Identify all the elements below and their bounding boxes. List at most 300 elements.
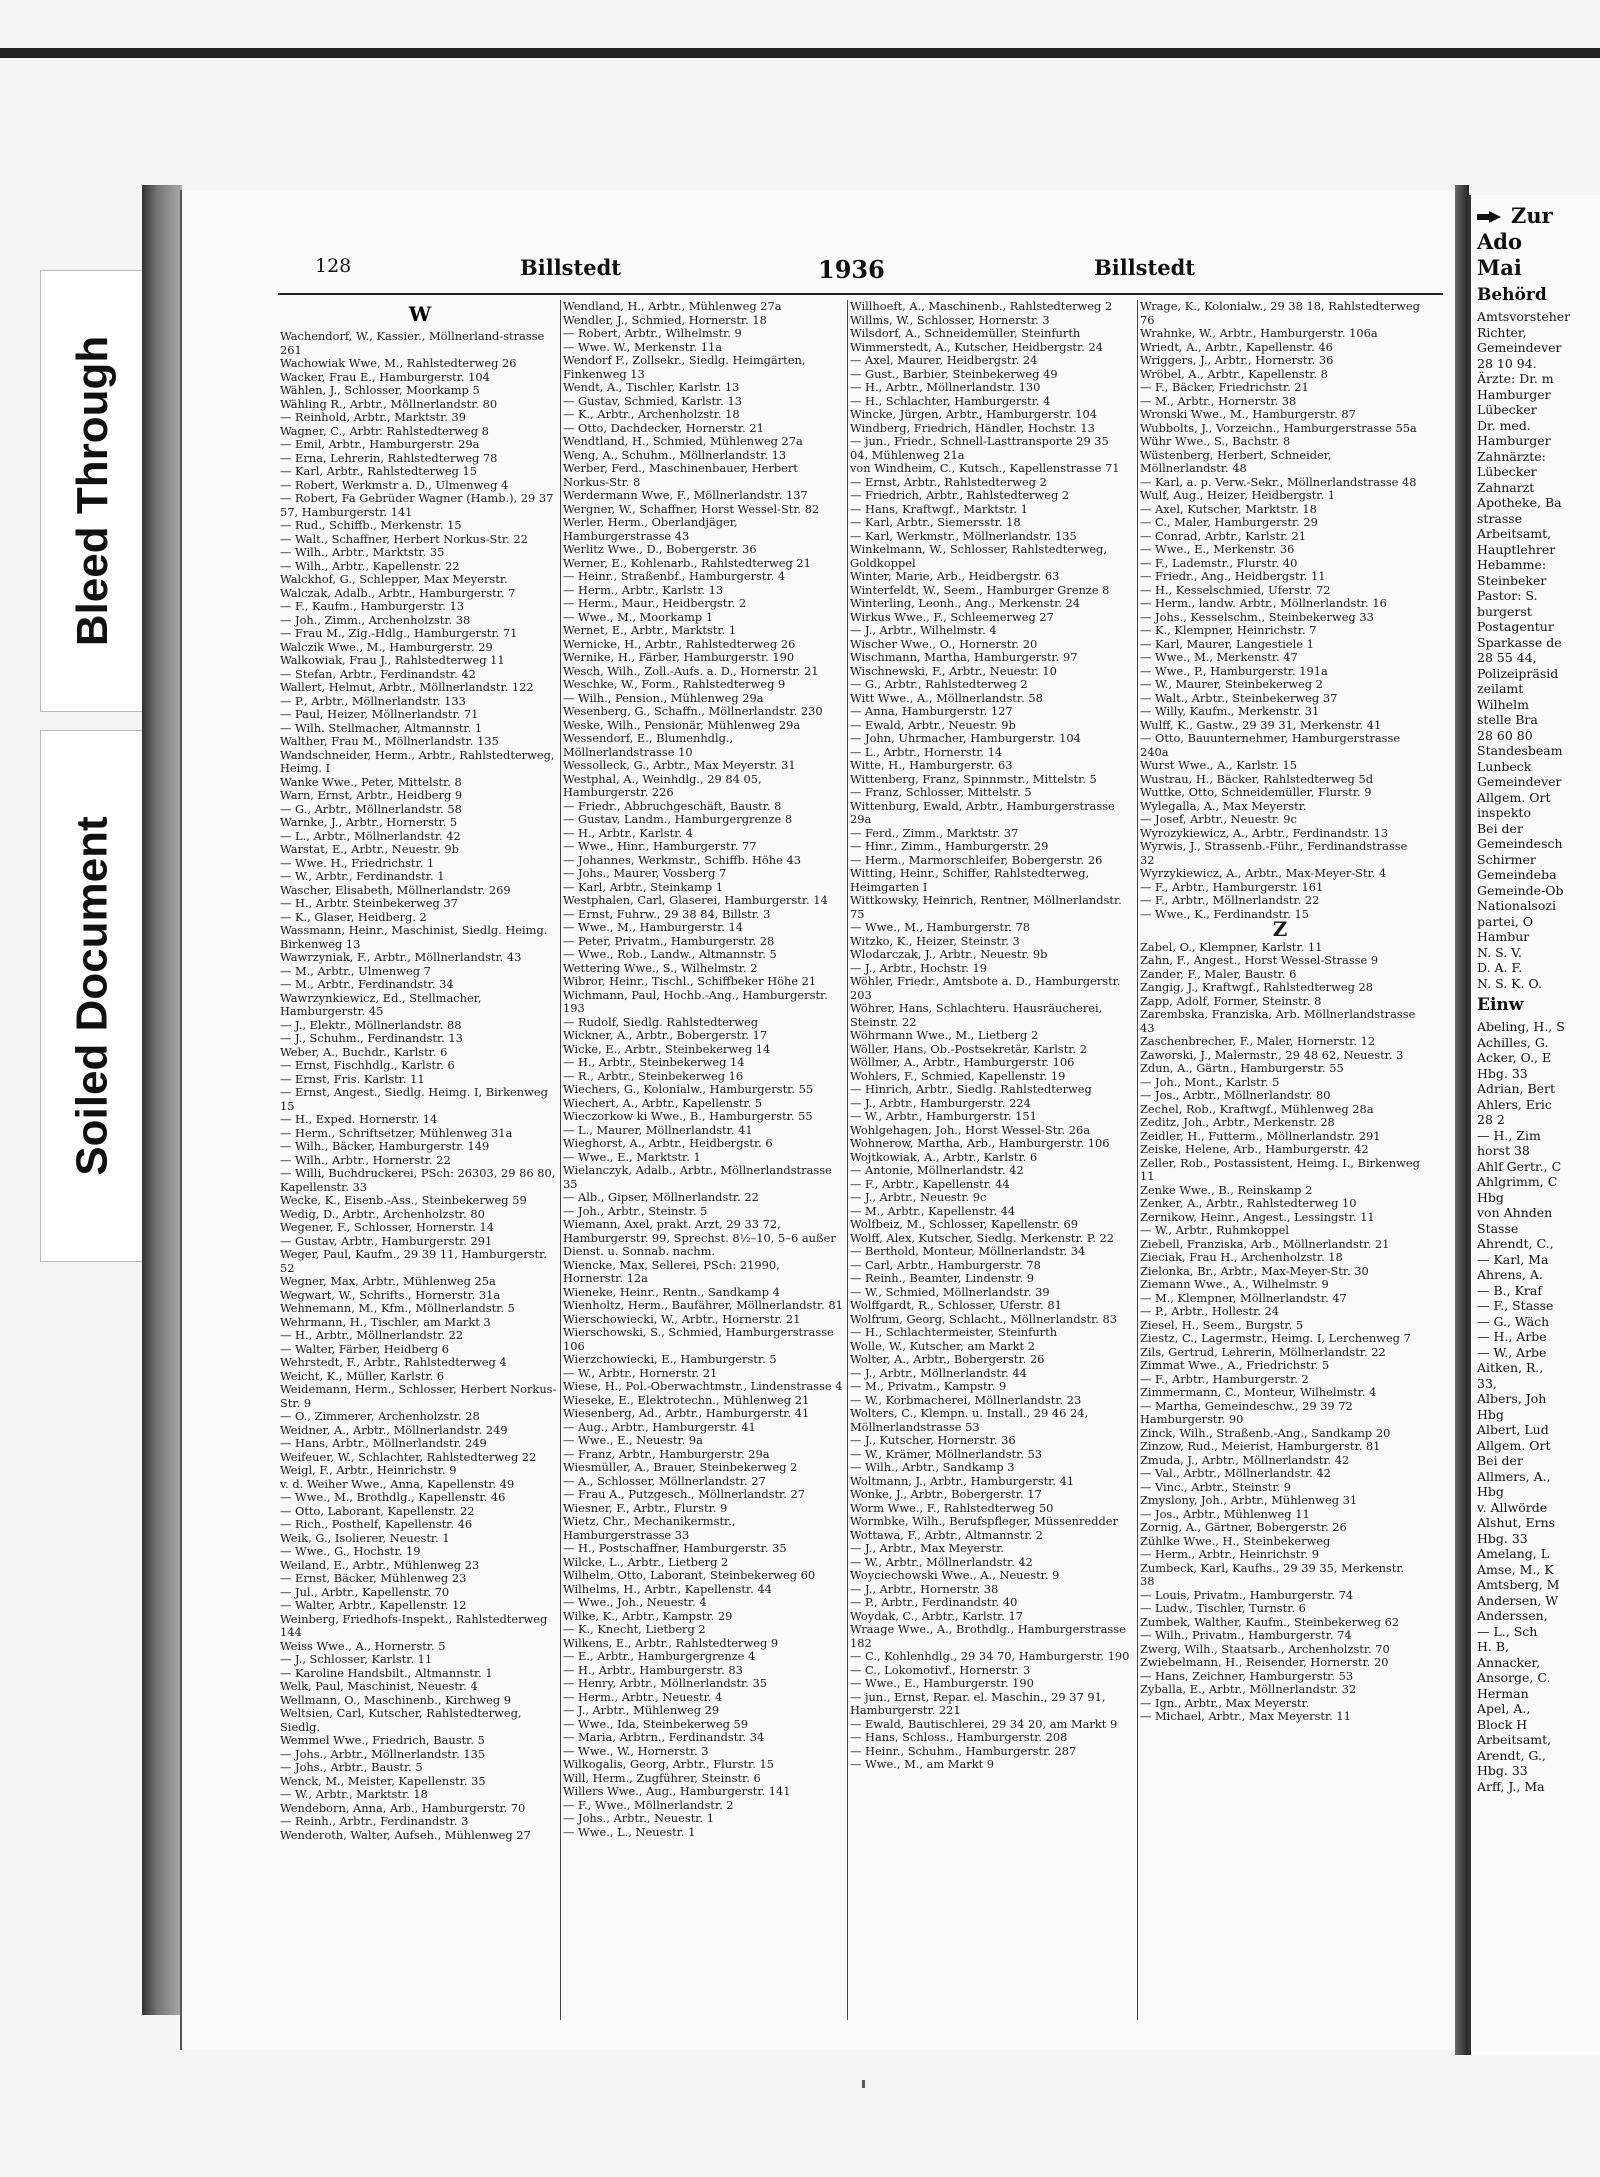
directory-entry: Wandschneider, Herm., Arbtr., Rahlstedterweg, Heimg. I (280, 747, 555, 775)
directory-entry: Ziemann Wwe., A., Wilhelmstr. 9 (1140, 1277, 1329, 1291)
facing-page-line: Lunbeck (1477, 758, 1532, 774)
facing-page-line: — W., Arbe (1477, 1344, 1547, 1360)
directory-entry: Wendeborn, Anna, Arb., Hamburgerstr. 70 (280, 1800, 526, 1815)
directory-entry: Wöllmer, A., Arbtr., Hamburgerstr. 106 (850, 1055, 1075, 1069)
directory-entry: — Walter, Färber, Heidberg 6 (280, 1341, 449, 1356)
directory-entry: — Wwe., E., Hamburgerstr. 190 (850, 1676, 1034, 1690)
directory-entry: Wilsdorf, A., Schneidemüller, Steinfurth (850, 326, 1081, 340)
section-letter: Z (1272, 917, 1288, 941)
directory-entry: Zyballa, E., Arbtr., Möllnerlandstr. 32 (1140, 1682, 1357, 1696)
directory-entry: — Ign., Arbtr., Max Meyerstr. (1140, 1695, 1310, 1710)
directory-entry: — M., Klempner, Möllnerlandstr. 47 (1140, 1290, 1347, 1305)
directory-entry: — Herm., Arbtr., Karlstr. 13 (563, 582, 724, 597)
bleed-through-label: Bleed Through (68, 335, 117, 647)
directory-entry: — Reinh., Arbtr., Ferdinandstr. 3 (280, 1814, 469, 1828)
facing-page-line: Postagentur (1477, 619, 1554, 634)
directory-entry: — Peter, Privatm., Hamburgerstr. 28 (563, 933, 775, 948)
directory-entry: Weiss Wwe., A., Hornerstr. 5 (280, 1638, 446, 1653)
directory-entry: — Maria, Arbtrn., Ferdinandstr. 34 (563, 1730, 765, 1744)
directory-entry: Wilcke, L., Arbtr., Lietberg 2 (563, 1554, 729, 1569)
directory-entry: Zumbek, Walther, Kaufm., Steinbekerweg 62 (1140, 1614, 1400, 1629)
directory-entry: Witzko, K., Heizer, Steinstr. 3 (850, 933, 1020, 948)
directory-entry: Zabel, O., Klempner, Karlstr. 11 (1140, 939, 1323, 954)
directory-entry: Winterling, Leonh., Ang., Merkenstr. 24 (850, 596, 1080, 610)
column-divider (847, 300, 848, 2020)
directory-entry: — H., Arbtr., Möllnerlandstr. 22 (280, 1328, 464, 1342)
directory-entry: — jun., Ernst, Repar. el. Maschin., 29 37 91, Hamburgerstr. 221 (850, 1689, 1106, 1717)
facing-page-line: 28 10 94. (1477, 355, 1537, 371)
directory-entry: Zeidler, H., Futterm., Möllnerlandstr. 291 (1140, 1128, 1381, 1143)
directory-entry: — Paul, Heizer, Möllnerlandstr. 71 (280, 707, 479, 721)
directory-entry: — Wwe., Joh., Neuestr. 4 (563, 1595, 707, 1609)
facing-page-heading: Zur (1511, 203, 1553, 228)
directory-entry: — W., Arbtr., Ferdinandstr. 1 (280, 869, 445, 883)
directory-entry: — Rich., Posthelf, Kapellenstr. 46 (280, 1517, 473, 1531)
directory-entry: Wallert, Helmut, Arbtr., Möllnerlandstr. 122 (280, 680, 534, 694)
directory-entry: — H., Arbtr., Hamburgerstr. 83 (563, 1662, 743, 1677)
directory-entry: — M., Privatm., Kampstr. 9 (850, 1379, 1007, 1393)
directory-entry: — Otto, Dachdecker, Hornerstr. 21 (563, 420, 764, 435)
directory-entry: Wröbel, A., Arbtr., Kapellenstr. 8 (1140, 366, 1328, 381)
column-divider (1137, 300, 1138, 2020)
directory-entry: — Martha, Gemeindeschw., 29 39 72 Hamburgerstr. 90 (1140, 1398, 1353, 1426)
directory-entry: Wulf, Aug., Heizer, Heidbergstr. 1 (1140, 488, 1335, 502)
facing-page-line: inspekto (1477, 805, 1531, 820)
directory-entry: — K., Knecht, Lietberg 2 (563, 1622, 706, 1636)
directory-entry: Wormbke, Wilh., Berufspfleger, Müssenredder (850, 1514, 1118, 1528)
directory-entry: — J., Arbtr., Mühlenweg 29 (563, 1703, 720, 1717)
directory-entry: Zeller, Rob., Postassistent, Heimg. I., Birkenweg 11 (1140, 1155, 1420, 1183)
directory-entry: Wernicke, H., Arbtr., Rahlstedterweg 26 (563, 636, 796, 651)
directory-entry: Wurst Wwe., A., Karlstr. 15 (1140, 758, 1297, 772)
bleed-through-tag (40, 270, 146, 712)
directory-entry: Willhoeft, A., Maschinenb., Rahlstedterweg 2 (850, 300, 1113, 313)
directory-entry: — P., Arbtr., Hollestr. 24 (1140, 1304, 1279, 1318)
directory-entry: — F., Arbtr., Hamburgerstr. 2 (1140, 1371, 1309, 1386)
directory-entry: Zander, F., Maler, Baustr. 6 (1140, 966, 1297, 981)
directory-entry: — W., Arbtr., Ruhmkoppel (1140, 1223, 1289, 1237)
directory-entry: Wagner, C., Arbtr. Rahlstedterweg 8 (280, 423, 489, 438)
directory-entry: — C., Lokomotivf., Hornerstr. 3 (850, 1662, 1031, 1677)
facing-page-line: Hbg. 33 (1477, 1530, 1528, 1546)
directory-entry: Wilhelms, H., Arbtr., Kapellenstr. 44 (563, 1581, 772, 1596)
directory-entry: Wüstenberg, Herbert, Schneider, Möllnerlandstr. 48 (1140, 447, 1332, 475)
directory-entry: — Herm., Arbtr., Neuestr. 4 (563, 1689, 723, 1704)
facing-page-line: von Ahnden (1477, 1205, 1553, 1220)
facing-page-line: Bei der (1477, 820, 1523, 836)
directory-entry: — Herm., Maur., Heidbergstr. 2 (563, 596, 747, 610)
directory-entry: Westphalen, Carl, Glaserei, Hamburgerstr. 14 (563, 893, 828, 907)
facing-page-line: Richter, (1477, 324, 1527, 340)
directory-entry: — F., Arbtr., Kapellenstr. 44 (850, 1176, 1010, 1191)
soiled-document-tag (40, 730, 146, 1262)
facing-page-line: Arendt, G., (1477, 1747, 1546, 1763)
directory-entry: Winterfeldt, W., Seem., Hamburger Grenze 8 (850, 582, 1110, 597)
directory-entry: — K., Glaser, Heidberg. 2 (280, 909, 427, 924)
directory-entry: — Herm., Schriftsetzer, Mühlenweg 31a (280, 1125, 513, 1140)
facing-page-line: Allgem. Ort (1477, 789, 1551, 805)
directory-entry: — Wilh., Arbtr., Marktstr. 35 (280, 545, 445, 559)
entry-list (280, 330, 560, 1842)
directory-entry: Zernikow, Heinr., Angest., Lessingstr. 11 (1140, 1209, 1375, 1224)
directory-entry: — G., Arbtr., Rahlstedterweg 2 (850, 677, 1028, 691)
facing-page-line: burgerst (1477, 603, 1532, 619)
directory-entry: Wedig, D., Arbtr., Archenholzstr. 80 (280, 1206, 485, 1221)
directory-entry: — Joh., Zimm., Archenholzstr. 38 (280, 612, 471, 627)
directory-entry: — F., Lademstr., Flurstr. 40 (1140, 555, 1298, 570)
directory-entry: — J., Arbtr., Hamburgerstr. 224 (850, 1095, 1031, 1110)
directory-entry: Wieneke, Heinr., Rentn., Sandkamp 4 (563, 1284, 780, 1299)
facing-page-line: Allgem. Ort (1477, 1437, 1551, 1453)
directory-entry: — M., Arbtr., Ulmenweg 7 (280, 963, 431, 978)
facing-page-line: N. S. V. (1477, 944, 1522, 960)
facing-page-line: Hamburger (1477, 433, 1551, 448)
directory-entry: — W., Korbmacherei, Möllnerlandstr. 23 (850, 1392, 1082, 1407)
directory-entry: — Rud., Schiffb., Merkenstr. 15 (280, 518, 462, 532)
directory-entry: Wibror, Heinr., Tischl., Schiffbeker Höhe 21 (563, 974, 817, 988)
directory-entry: — Gust., Barbier, Steinbekerweg 49 (850, 366, 1058, 381)
directory-entry: — A., Schlosser, Möllnerlandstr. 27 (563, 1473, 766, 1488)
directory-entry: — W., Arbtr., Marktstr. 18 (280, 1787, 428, 1801)
directory-entry: — Heinr., Straßenbf., Hamburgerstr. 4 (563, 569, 786, 583)
directory-entry: Wachendorf, W., Kassier., Möllnerland-strasse 261 (280, 329, 545, 357)
directory-entry: Weicht, K., Müller, Karlstr. 6 (280, 1368, 445, 1383)
facing-page-line: Hbg (1477, 1484, 1504, 1499)
directory-entry: — Friedrich, Arbtr., Rahlstedterweg 2 (850, 488, 1070, 502)
directory-entry: Zwiebelmann, H., Reisender, Hornerstr. 20 (1140, 1655, 1389, 1669)
facing-page-line: Block H (1477, 1716, 1528, 1732)
directory-entry: Wegner, Max, Arbtr., Mühlenweg 25a (280, 1274, 496, 1288)
directory-entry: Wettering Wwe., S., Wilhelmstr. 2 (563, 960, 758, 975)
facing-page-line: Stasse (1477, 1220, 1519, 1236)
directory-entry: — Wwe., K., Ferdinandstr. 15 (1140, 906, 1309, 921)
directory-entry: — W., Arbtr., Möllnerlandstr. 42 (850, 1554, 1033, 1569)
directory-entry: — Rudolf, Siedlg. Rahlstedterweg (563, 1014, 759, 1029)
directory-entry: — Erna, Lehrerin, Rahlstedterweg 78 (280, 450, 498, 465)
facing-page-line: Gemeindesch (1477, 836, 1563, 851)
directory-column-2 (563, 300, 843, 2030)
directory-entry: Zaschenbrecher, F., Maler, Hornerstr. 12 (1140, 1034, 1376, 1048)
facing-page-line: — Karl, Ma (1477, 1251, 1549, 1267)
facing-page-line: Ahrendt, C., (1477, 1236, 1554, 1251)
facing-page-line: Bei der (1477, 1453, 1523, 1468)
directory-entry: Wachowiak Wwe, M., Rahlstedterweg 26 (280, 356, 517, 370)
facing-page-line: Annacker, (1477, 1654, 1541, 1670)
directory-entry: — Otto, Laborant, Kapellenstr. 22 (280, 1503, 475, 1518)
directory-entry: Wöhrer, Hans, Schlachteru. Hausräucherei, Steinstr. 22 (850, 1001, 1103, 1029)
directory-entry: Zimmermann, C., Monteur, Wilhelmstr. 4 (1140, 1385, 1377, 1399)
facing-page-line: Amtsberg, M (1477, 1577, 1560, 1592)
directory-entry: — Karl, Werkmstr., Möllnerlandstr. 135 (850, 528, 1077, 543)
facing-page-line: Schirmer (1477, 851, 1536, 867)
directory-entry: Wuttke, Otto, Schneidemüller, Flurstr. 9 (1140, 785, 1372, 799)
directory-entry: — John, Uhrmacher, Hamburgerstr. 104 (850, 731, 1081, 745)
directory-entry: Weinberg, Friedhofs-Inspekt., Rahlstedterweg 144 (280, 1611, 548, 1639)
directory-entry: — Hans, Arbtr., Möllnerlandstr. 249 (280, 1436, 487, 1450)
directory-entry: Wischer Wwe., O., Hornerstr. 20 (850, 636, 1038, 651)
facing-page-line: Gemeindever (1477, 774, 1562, 789)
directory-entry: Wierschowski, S., Schmied, Hamburgerstrasse 106 (563, 1325, 834, 1353)
directory-entry: v. d. Weiher Wwe., Anna, Kapellenstr. 49 (280, 1476, 515, 1491)
directory-entry: Winkelmann, W., Schlosser, Rahlstedterweg, Goldkoppel (850, 542, 1107, 570)
directory-entry: Ziesel, H., Seem., Burgstr. 5 (1140, 1317, 1304, 1332)
directory-entry: Werdermann Wwe, F., Möllnerlandstr. 137 (563, 488, 808, 502)
directory-entry: Werber, Ferd., Maschinenbauer, Herbert Norkus-Str. 8 (563, 461, 798, 489)
facing-page-line: Gemeindeba (1477, 867, 1557, 882)
facing-page-line: — B., Kraf (1477, 1282, 1542, 1298)
directory-entry: — Wwe., M., Moorkamp 1 (563, 609, 714, 624)
directory-entry: — H., Kesselschmied, Uferstr. 72 (1140, 582, 1331, 597)
facing-page-line: Lübecker (1477, 464, 1537, 479)
directory-entry: Wernike, H., Färber, Hamburgerstr. 190 (563, 650, 795, 664)
directory-entry: Walkowiak, Frau J., Rahlstedterweg 11 (280, 653, 505, 667)
directory-entry: Wiesenberg, Ad., Arbtr., Hamburgerstr. 41 (563, 1406, 810, 1420)
directory-entry: Wohlers, F., Schmied, Kapellenstr. 19 (850, 1068, 1066, 1083)
facing-page-line: Polizeipräsid (1477, 665, 1559, 681)
directory-entry: — Joh., Arbtr., Steinstr. 5 (563, 1203, 708, 1218)
directory-entry: Wickner, A., Arbtr., Bobergerstr. 17 (563, 1028, 768, 1042)
page-number: 128 (315, 255, 352, 277)
directory-entry: Zechel, Rob., Kraftwgf., Mühlenweg 28a (1140, 1101, 1374, 1116)
directory-entry: — Wwe., E., Marktstr. 1 (563, 1149, 701, 1164)
directory-entry: — M., Arbtr., Hornerstr. 38 (1140, 393, 1297, 408)
directory-entry: — Wilh., Arbtr., Kapellenstr. 22 (280, 558, 460, 573)
directory-entry: Wohlgehagen, Joh., Horst Wessel-Str. 26a (850, 1122, 1090, 1137)
pointing-hand-icon (1477, 211, 1503, 223)
facing-page-line: — H., Zim (1477, 1127, 1541, 1143)
directory-entry: Wrahnke, W., Arbtr., Hamburgerstr. 106a (1140, 326, 1378, 340)
directory-entry: — J., Schlosser, Karlstr. 11 (280, 1652, 433, 1666)
directory-entry: Weng, A., Schuhm., Möllnerlandstr. 13 (563, 447, 787, 462)
facing-page-line: Wilhelm (1477, 696, 1529, 712)
facing-page-line: Ahrens, A. (1477, 1267, 1543, 1282)
directory-entry: Walczak, Adalb., Arbtr., Hamburgerstr. 7 (280, 585, 516, 600)
facing-page-line: Hauptlehrer (1477, 541, 1556, 557)
directory-entry: — J., Elektr., Möllnerlandstr. 88 (280, 1017, 462, 1032)
facing-page-line: Arbeitsamt, (1477, 1732, 1552, 1747)
directory-entry: — F., Bäcker, Friedrichstr. 21 (1140, 380, 1309, 394)
directory-entry: Wriggers, J., Arbtr., Hornerstr. 36 (1140, 353, 1334, 367)
directory-entry: — Wwe., M., Merkenstr. 47 (1140, 650, 1298, 664)
directory-entry: — Ernst, Angest., Siedlg. Heimg. I, Birkenweg 15 (280, 1085, 548, 1113)
directory-entry: — Wilh., Arbtr., Sandkamp 3 (850, 1460, 1015, 1474)
directory-entry: Zarembska, Franziska, Arb. Möllnerlandstrasse 43 (1140, 1007, 1416, 1035)
directory-entry: — Hans, Schloss., Hamburgerstr. 208 (850, 1730, 1068, 1744)
directory-entry: — Jul., Arbtr., Kapellenstr. 70 (280, 1584, 450, 1599)
directory-entry: — Jos., Arbtr., Mühlenweg 11 (1140, 1506, 1310, 1521)
directory-entry: Wecke, K., Eisenb.-Ass., Steinbekerweg 59 (280, 1193, 527, 1207)
directory-entry: Wonke, J., Arbtr., Bobergerstr. 17 (850, 1487, 1042, 1501)
directory-entry: Wicke, E., Arbtr., Steinbekerweg 14 (563, 1041, 771, 1056)
facing-page-line: Hamburger (1477, 386, 1551, 402)
directory-entry: — J., Arbtr., Wilhelmstr. 4 (850, 623, 997, 637)
directory-entry: Zinck, Wilh., Straßenb.-Ang., Sandkamp 20 (1140, 1425, 1391, 1440)
directory-entry: Wendorf F., Zollsekr., Siedlg. Heimgärten, Finkenweg 13 (563, 353, 806, 381)
directory-entry: Wolter, A., Arbtr., Bobergerstr. 26 (850, 1352, 1045, 1366)
facing-page-line: 28 55 44, (1477, 650, 1537, 665)
directory-entry: Walczik Wwe., M., Hamburgerstr. 29 (280, 639, 493, 654)
facing-page-line: Andersen, W (1477, 1592, 1559, 1608)
facing-page-line: Lübecker (1477, 402, 1537, 417)
directory-entry: Weidner, A., Arbtr., Möllnerlandstr. 249 (280, 1422, 508, 1437)
directory-entry: Wimmerstedt, A., Kutscher, Heidbergstr. 24 (850, 339, 1103, 354)
directory-entry: — H., Exped. Hornerstr. 14 (280, 1112, 438, 1126)
directory-entry: — Josef, Arbtr., Neuestr. 9c (1140, 812, 1297, 826)
facing-page-line: Herman (1477, 1685, 1529, 1701)
directory-entry: — Walt., Schaffner, Herbert Norkus-Str. 22 (280, 531, 528, 546)
directory-entry: — Ludw., Tischler, Turnstr. 6 (1140, 1601, 1306, 1615)
directory-entry: Werner, E., Kohlenarb., Rahlstedterweg 21 (563, 555, 811, 570)
directory-entry: Woydak, C., Arbtr., Karlstr. 17 (850, 1608, 1023, 1623)
directory-entry: Wolffgardt, R., Schlosser, Uferstr. 81 (850, 1298, 1062, 1312)
soiled-document-label: Soiled Document (68, 816, 117, 1176)
directory-entry: — Wwe., M., Hamburgerstr. 78 (850, 920, 1031, 934)
directory-entry: — H., Arbtr., Möllnerlandstr. 130 (850, 380, 1041, 394)
directory-column-1 (280, 300, 560, 2030)
directory-entry: Wrage, K., Kolonialw., 29 38 18, Rahlstedterweg 76 (1140, 300, 1420, 327)
directory-entry: — R., Arbtr., Steinbekerweg 16 (563, 1068, 744, 1083)
directory-entry: — Franz, Arbtr., Hamburgerstr. 29a (563, 1446, 770, 1461)
directory-entry: — Axel, Kutscher, Marktstr. 18 (1140, 501, 1317, 516)
facing-page-line: zeilamt (1477, 681, 1524, 696)
directory-entry: Wyrzykiewicz, A., Arbtr., Max-Meyer-Str. 4 (1140, 866, 1387, 880)
directory-entry: — J., Kutscher, Hornerstr. 36 (850, 1433, 1016, 1447)
directory-entry: — H., Schlachter, Hamburgerstr. 4 (850, 393, 1051, 408)
directory-entry: — E., Arbtr., Hamburgergrenze 4 (563, 1649, 756, 1663)
facing-page-line: Ahlers, Eric (1477, 1096, 1552, 1112)
directory-entry: — Emil, Arbtr., Hamburgerstr. 29a (280, 437, 480, 451)
directory-entry: — C., Maler, Hamburgerstr. 29 (1140, 515, 1318, 529)
directory-entry: Wergner, W., Schaffner, Horst Wessel-Str. 82 (563, 501, 820, 516)
directory-entry: Wojtkowiak, A., Arbtr., Karlstr. 6 (850, 1149, 1038, 1164)
directory-entry: — Hinr., Zimm., Hamburgerstr. 29 (850, 839, 1049, 853)
directory-entry: — H., Postschaffner, Hamburgerstr. 35 (563, 1541, 787, 1555)
page-gutter (1455, 185, 1469, 2055)
facing-page-line: Dr. med. (1477, 417, 1531, 433)
facing-page-line: 33, (1477, 1375, 1497, 1391)
facing-page-line: Alshut, Erns (1477, 1515, 1556, 1530)
directory-entry: Wolters, C., Klempn. u. Install., 29 46 24, Möllnerlandstrasse 53 (850, 1406, 1089, 1434)
scan-top-border (0, 48, 1600, 58)
directory-entry: — H., Arbtr., Karlstr. 4 (563, 825, 693, 840)
directory-entry: Weger, Paul, Kaufm., 29 39 11, Hamburgerstr. 52 (280, 1247, 547, 1275)
entry-list (1140, 300, 1420, 1724)
directory-entry: — Johs., Arbtr., Möllnerlandstr. 135 (280, 1746, 486, 1761)
facing-page-line: Achilles, G. (1477, 1034, 1549, 1050)
directory-entry: — F., Wwe., Möllnerlandstr. 2 (563, 1797, 734, 1812)
directory-entry: — Vinc., Arbtr., Steinstr. 9 (1140, 1479, 1292, 1494)
facing-page-line: partei, O (1477, 913, 1534, 929)
facing-page-line: Steinbeker (1477, 572, 1547, 588)
facing-page-line: N. S. K. O. (1477, 975, 1542, 991)
directory-entry: — Robert, Fa Gebrüder Wagner (Hamb.), 29 37 57, Hamburgerstr. 141 (280, 491, 554, 519)
directory-column-4 (1140, 300, 1420, 2030)
facing-page-line: horst 38 (1477, 1143, 1530, 1158)
book-spine (142, 185, 182, 2015)
directory-entry: — Willi, Buchdruckerei, PSch: 26303, 29 86 80, Kapellenstr. 33 (280, 1166, 556, 1194)
directory-entry: Wierschowiecki, W., Arbtr., Hornerstr. 21 (563, 1311, 801, 1326)
directory-entry: — Ernst, Bäcker, Mühlenweg 23 (280, 1571, 467, 1585)
directory-entry: — Ewald, Arbtr., Neuestr. 9b (850, 717, 1016, 732)
directory-entry: — Louis, Privatm., Hamburgerstr. 74 (1140, 1587, 1354, 1602)
directory-entry: Wielanczyk, Adalb., Arbtr., Möllnerlandstrasse 35 (563, 1163, 832, 1191)
directory-entry: Wessendorf, E., Blumenhdlg., Möllnerlandstrasse 10 (563, 731, 734, 759)
directory-entry: Will, Herm., Zugführer, Steinstr. 6 (563, 1770, 761, 1785)
directory-entry: — O., Zimmerer, Archenholzstr. 28 (280, 1409, 480, 1423)
directory-entry: — G., Arbtr., Möllnerlandstr. 58 (280, 801, 462, 816)
directory-entry: Weidemann, Herm., Schlosser, Herbert Norkus-Str. 9 (280, 1382, 557, 1410)
facing-page-line: Hbg (1477, 1406, 1504, 1422)
directory-entry: Zielonka, Br., Arbtr., Max-Meyer-Str. 30 (1140, 1263, 1369, 1278)
directory-entry: Wolfbeiz, M., Schlosser, Kapellenstr. 69 (850, 1217, 1079, 1231)
directory-entry: — Karoline Handsbilt., Altmannstr. 1 (280, 1665, 493, 1680)
directory-entry: — Friedr., Abbruchgeschäft, Baustr. 8 (563, 798, 782, 813)
directory-entry: — W., Maurer, Steinbekerweg 2 (1140, 677, 1323, 691)
entry-list (563, 300, 843, 1839)
directory-entry: — Wilh., Arbtr., Hornerstr. 22 (280, 1152, 451, 1167)
directory-entry: Wacker, Frau E., Hamburgerstr. 104 (280, 369, 490, 384)
directory-entry: Wegwart, W., Schrifts., Hornerstr. 31a (280, 1287, 501, 1302)
directory-entry: Zumbeck, Karl, Kaufhs., 29 39 35, Merkenstr. 38 (1140, 1560, 1405, 1588)
directory-entry: Wriedt, A., Arbtr., Kapellenstr. 46 (1140, 339, 1333, 354)
directory-entry: — Willy, Kaufm., Merkenstr. 31 (1140, 704, 1320, 718)
directory-entry: Zapp, Adolf, Former, Steinstr. 8 (1140, 993, 1322, 1008)
directory-entry: — Gustav, Arbtr., Hamburgerstr. 291 (280, 1233, 493, 1248)
directory-entry: — Gustav, Schmied, Karlstr. 13 (563, 393, 742, 408)
directory-entry: — Wwe., Hinr., Hamburgerstr. 77 (563, 839, 757, 853)
directory-entry: — Herm., landw. Arbtr., Möllnerlandstr. 16 (1140, 596, 1387, 610)
directory-entry: — Ewald, Bautischlerei, 29 34 20, am Markt 9 (850, 1716, 1118, 1731)
directory-entry: — P., Arbtr., Möllnerlandstr. 133 (280, 693, 466, 708)
directory-entry: Wellmann, O., Maschinenb., Kirchweg 9 (280, 1692, 512, 1707)
directory-entry: Warn, Ernst, Arbtr., Heidberg 9 (280, 788, 463, 802)
directory-entry: — Wilh., Pension., Mühlenweg 29a (563, 690, 764, 705)
directory-entry: — Wwe., Ida, Steinbekerweg 59 (563, 1716, 749, 1731)
facing-page-line: Zahnarzt (1477, 479, 1535, 495)
directory-entry: Walther, Frau M., Möllnerlandstr. 135 (280, 734, 499, 748)
directory-entry: — Hans, Kraftwgf., Marktstr. 1 (850, 501, 1028, 516)
facing-page-line: Apotheke, Ba (1477, 495, 1562, 510)
directory-entry: Wilkogalis, Georg, Arbtr., Flurstr. 15 (563, 1757, 774, 1771)
directory-entry: — Franz, Schlosser, Mittelstr. 5 (850, 785, 1032, 799)
facing-page-line: Hbg (1477, 1189, 1504, 1205)
directory-entry: — J., Arbtr., Möllnerlandstr. 44 (850, 1365, 1027, 1380)
directory-entry: — K., Arbtr., Archenholzstr. 18 (563, 407, 740, 421)
facing-page-line: 28 2 (1477, 1112, 1505, 1127)
directory-entry: — W., Krämer, Möllnerlandstr. 53 (850, 1446, 1043, 1461)
facing-page-line: Ado (1477, 229, 1522, 254)
directory-entry: — J., Arbtr., Neuestr. 9c (850, 1190, 987, 1204)
directory-entry: — Johannes, Werkmstr., Schiffb. Höhe 43 (563, 852, 801, 867)
directory-entry: Weigl, F., Arbtr., Heinrichstr. 9 (280, 1463, 457, 1477)
directory-entry: Wittkowsky, Heinrich, Rentner, Möllnerlandstr. 75 (850, 893, 1122, 921)
directory-entry: — Wwe., M., Hamburgerstr. 14 (563, 920, 744, 934)
facing-page-line: — G., Wäch (1477, 1313, 1550, 1329)
page-speck (862, 2080, 865, 2088)
directory-entry: Willers Wwe., Aug., Hamburgerstr. 141 (563, 1784, 791, 1798)
directory-entry: — F., Arbtr., Möllnerlandstr. 22 (1140, 893, 1320, 907)
directory-entry: — Robert, Werkmstr a. D., Ulmenweg 4 (280, 477, 509, 492)
directory-entry: Wernet, E., Arbtr., Marktstr. 1 (563, 623, 737, 637)
directory-entry: — W., Arbtr., Hornerstr. 21 (563, 1365, 718, 1380)
directory-entry: Wubbolts, J., Vorzeichn., Hamburgerstrasse 55a (1140, 420, 1417, 435)
facing-page-line: Nationalsozi (1477, 898, 1556, 913)
directory-entry: Westphal, A., Weinhdlg., 29 84 05, Hamburgerstr. 226 (563, 771, 762, 799)
facing-page-line: Ahlf Gertr., C (1477, 1158, 1562, 1174)
facing-page-line: Albers, Joh (1477, 1391, 1547, 1406)
directory-entry: — Ernst, Fischhdlg., Karlstr. 6 (280, 1058, 455, 1072)
facing-page-line: Amelang, L (1477, 1546, 1550, 1561)
